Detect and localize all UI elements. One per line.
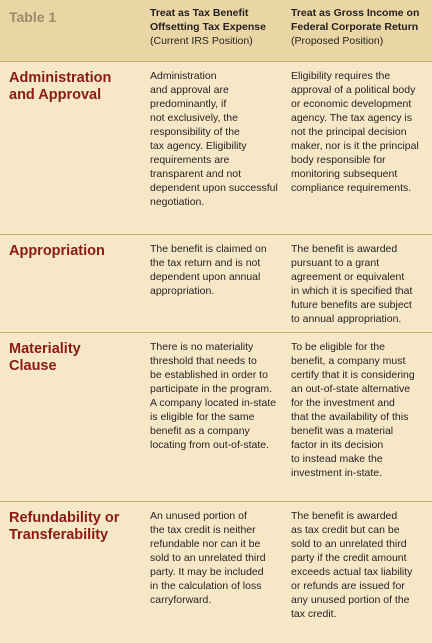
row-label: Appropriation [9,243,105,259]
cell-current: Administration and approval are predominantly, if not exclusively, the responsibility of the tax agency. Eligibility requirements are transparent and not dependent upon successful negotiation. [150,70,278,208]
row-label: Refundability or Transferability [9,510,120,543]
cell-proposed: Eligibility requires the approval of a political body or economic development agency. The tax agency is not the principal decision maker, nor is it the principal body responsible for monitoring subsequent compliance requirements. [291,70,419,194]
table-row [0,332,432,501]
column-subtitle-proposed: (Proposed Position) [291,35,384,47]
table-label: Table 1 [9,9,57,25]
row-label: Administration and Approval [9,70,112,103]
cell-proposed: The benefit is awarded as tax credit but can be sold to an unrelated third party if the credit amount exceeds actual tax liability or refunds are issued for any unused portion of the tax credit. [291,510,413,620]
table-row [0,234,432,332]
table-header [0,0,432,61]
column-title-current: Treat as Tax Benefit Offsetting Tax Expense [150,7,266,33]
table-row [0,61,432,234]
cell-proposed: The benefit is awarded pursuant to a grant agreement or equivalent in which it is specified that future benefits are subject to annual appropriation. [291,243,413,325]
cell-current: There is no materiality threshold that needs to be established in order to participate in the program. A company located in-state is eligible for the same benefit as a company locating from out-of-state. [150,341,277,451]
table-row [0,501,432,643]
cell-proposed: To be eligible for the benefit, a company must certify that it is considering an out-of-state alternative for the investment and that the availability of this benefit was a material factor in its decision to instead make the investment in-state. [291,341,415,479]
column-title-proposed: Treat as Gross Income on Federal Corporate Return [291,7,420,33]
column-header-proposed [291,0,432,61]
cell-current: The benefit is claimed on the tax return and is not dependent upon annual appropriation. [150,243,267,297]
cell-current: An unused portion of the tax credit is neither refundable nor can it be sold to an unrelated third party. It may be included in the calculation of loss carryforward. [150,510,266,606]
column-header-current [150,0,291,61]
column-subtitle-current: (Current IRS Position) [150,35,253,47]
row-label: Materiality Clause [9,341,81,374]
